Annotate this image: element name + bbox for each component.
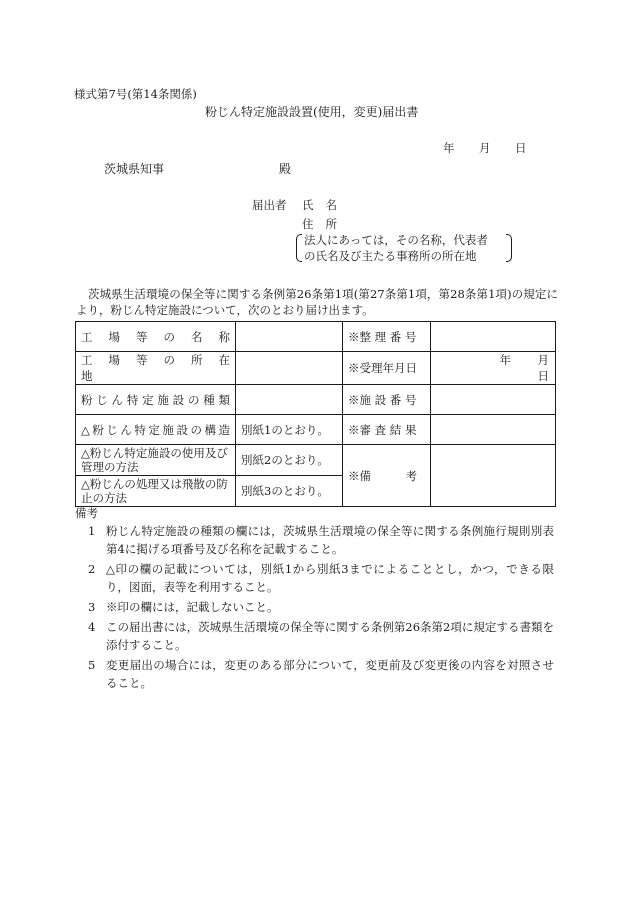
notes-list <box>88 522 554 694</box>
corporation-note-line: 法人にあっては，その名称，代表者 <box>304 233 488 247</box>
note-text: 粉じん特定施設の種類の欄には，茨城県生活環境の保全等に関する条例施行規則別表第4に掲げる項番号及び名称を記載すること。 <box>106 524 554 556</box>
received-date-value <box>431 352 556 385</box>
prevention-method-value: 別紙3のとおり。 <box>236 476 343 507</box>
corporation-note-line: の氏名及び主たる事務所の所在地 <box>304 249 477 263</box>
remarks-value <box>431 445 556 507</box>
remarks-label: ※備 考 <box>343 445 431 507</box>
note-item <box>88 618 554 654</box>
review-result-value <box>431 415 556 445</box>
note-number: 3 <box>88 600 96 614</box>
submission-date <box>443 140 527 156</box>
received-day: 日 <box>537 369 549 383</box>
facility-type-label: 粉じん特定施設の種類 <box>76 385 236 415</box>
ref-number-label: ※整 理 番 号 <box>343 322 431 352</box>
note-item <box>88 522 554 558</box>
addressee-honorific: 殿 <box>279 162 292 176</box>
structure-value: 別紙1のとおり。 <box>236 415 343 445</box>
note-text: △印の欄の記載については，別紙1から別紙3までによることとし，かつ，できる限り，図面，表等を利用すること。 <box>106 562 554 594</box>
received-date-label: ※受理年月日 <box>343 352 431 385</box>
factory-name-label: 工 場 等 の 名 称 <box>76 322 236 352</box>
note-number: 5 <box>88 658 96 672</box>
facility-type-value <box>236 385 343 415</box>
note-text: この届出書には，茨城県生活環境の保全等に関する条例第26条第2項に規定する書類を添付すること。 <box>106 620 554 652</box>
note-item <box>88 598 554 616</box>
note-item <box>88 656 554 692</box>
note-number: 2 <box>88 562 96 576</box>
note-number: 1 <box>88 524 96 538</box>
received-month: 月 <box>537 353 549 367</box>
factory-name-value <box>236 322 343 352</box>
factory-address-value <box>236 352 343 385</box>
received-year: 年 <box>499 353 511 367</box>
note-text: ※印の欄には，記載しないこと。 <box>106 600 279 614</box>
usage-method-label: △粉じん特定施設の使用及び管理の方法 <box>76 445 236 476</box>
intro-paragraph: 茨城県生活環境の保全等に関する条例第26条第1項(第27条第1項，第28条第1項)の規定により，粉じん特定施設について，次のとおり届け出ます。 <box>76 287 558 317</box>
ref-number-value <box>431 322 556 352</box>
note-item <box>88 560 554 596</box>
note-number: 4 <box>88 620 96 634</box>
document-title: 粉じん特定施設設置(使用，変更)届出書 <box>205 105 419 119</box>
prevention-method-label: △粉じんの処理又は飛散の防止の方法 <box>76 476 236 507</box>
factory-address-label: 工 場 等 の 所 在 地 <box>76 352 236 385</box>
notification-table <box>75 321 556 507</box>
notifier-name-label: 氏名 <box>302 198 349 212</box>
notifier-label: 届出者 <box>252 198 287 212</box>
note-text: 変更届出の場合には，変更のある部分について，変更前及び変更後の内容を対照させること。 <box>106 658 554 690</box>
form-number: 様式第7号(第14条関係) <box>74 87 197 101</box>
date-day: 日 <box>515 141 527 155</box>
date-month: 月 <box>479 141 491 155</box>
facility-number-value <box>431 385 556 415</box>
facility-number-label: ※施 設 番 号 <box>343 385 431 415</box>
usage-method-value: 別紙2のとおり。 <box>236 445 343 476</box>
addressee-name: 茨城県知事 <box>104 162 165 176</box>
date-year: 年 <box>443 141 455 155</box>
review-result-label: ※審 査 結 果 <box>343 415 431 445</box>
structure-label: △粉じん特定施設の構造 <box>76 415 236 445</box>
corporation-note <box>296 232 512 264</box>
notes-heading: 備考 <box>75 506 98 520</box>
notifier-address-label: 住所 <box>302 217 349 231</box>
